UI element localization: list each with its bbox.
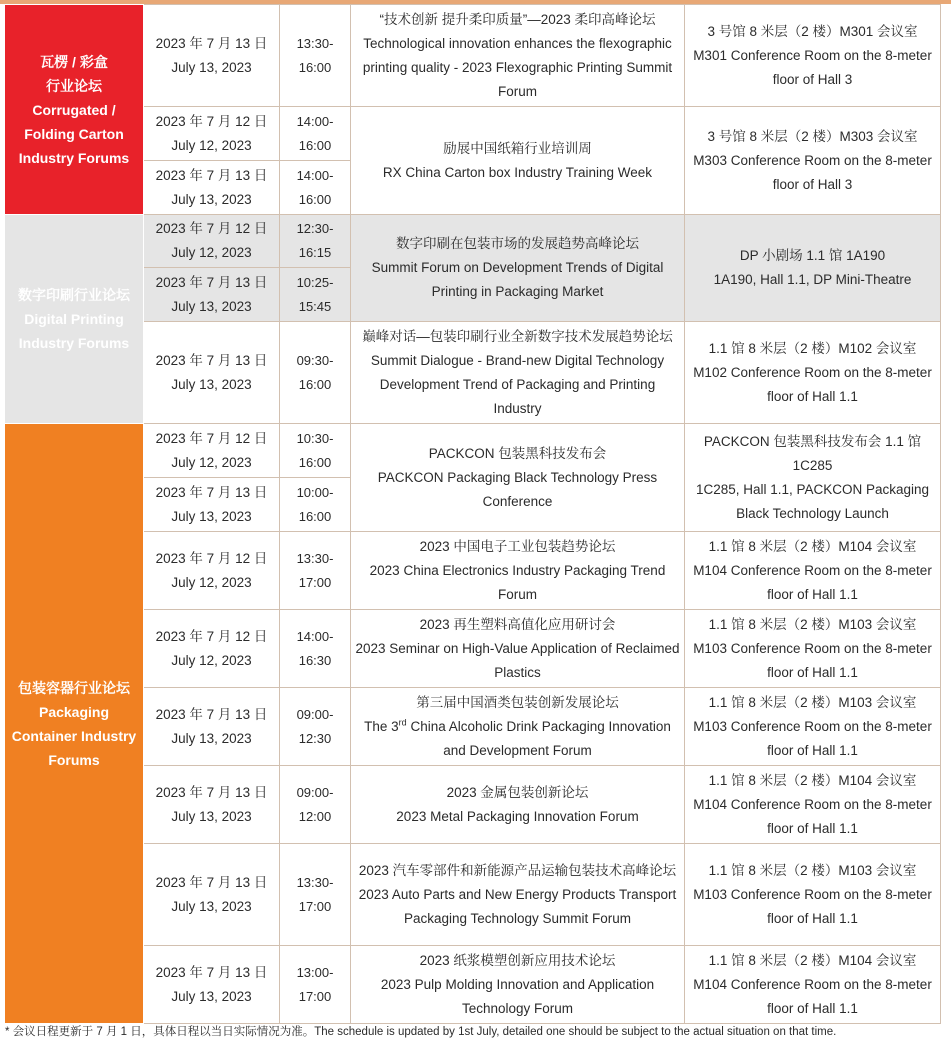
venue-zh: 3 号馆 8 米层（2 楼）M301 会议室 [707,23,918,39]
venue-en: M104 Conference Room on the 8-meter floor of Hall 1.1 [693,562,932,602]
venue-en: M103 Conference Room on the 8-meter floor of Hall 1.1 [693,886,932,926]
forum-title-cell [351,424,685,532]
date-en: July 13, 2023 [171,988,252,1004]
table-row [5,107,941,161]
forum-title-cell [351,766,685,844]
forum-title-zh: 2023 汽车零部件和新能源产品运输包装技术高峰论坛 [358,862,677,878]
date-zh: 2023 年 7 月 13 日 [155,352,268,368]
date-cell [144,322,280,424]
forum-title-en: 2023 Auto Parts and New Energy Products Transport Packaging Technology Summit Forum [358,886,677,926]
date-cell [144,610,280,688]
forum-title-en: 2023 China Electronics Industry Packaging Trend Forum [369,562,666,602]
category-title-en: Packaging Container Industry Forums [11,703,137,768]
table-row [5,215,941,268]
date-zh: 2023 年 7 月 13 日 [155,784,268,800]
date-zh: 2023 年 7 月 13 日 [155,964,268,980]
venue-zh: DP 小剧场 1.1 馆 1A190 [739,248,886,263]
date-cell [144,5,280,107]
time-cell: 09:00-12:00 [280,766,351,844]
venue-en: M103 Conference Room on the 8-meter floor of Hall 1.1 [693,640,932,680]
date-en: July 13, 2023 [171,898,252,914]
venue-cell [685,215,941,322]
category-title-en: Corrugated / Folding Carton Industry Forums [18,101,130,166]
category-title-zh: 数字印刷行业论坛 [18,287,130,303]
venue-en: M104 Conference Room on the 8-meter floor of Hall 1.1 [693,976,932,1016]
date-cell [144,107,280,161]
forum-title-en: 2023 Metal Packaging Innovation Forum [396,808,639,824]
venue-zh: 1.1 馆 8 米层（2 楼）M103 会议室 [708,694,917,710]
date-zh: 2023 年 7 月 12 日 [155,221,268,236]
venue-zh: 1.1 馆 8 米层（2 楼）M102 会议室 [708,340,917,356]
date-en: July 13, 2023 [171,808,252,824]
forum-title-en: 2023 Pulp Molding Innovation and Application Technology Forum [380,976,655,1016]
table-row [5,322,941,424]
time-cell: 10:25-15:45 [280,268,351,322]
category-digital-printing [5,215,144,424]
time-cell: 09:30-16:00 [280,322,351,424]
date-zh: 2023 年 7 月 13 日 [155,167,268,183]
forum-title-en [355,715,680,763]
forum-title-cell [351,532,685,610]
date-zh: 2023 年 7 月 12 日 [155,430,268,446]
forum-title-zh: PACKCON 包装黑科技发布会 [428,445,607,461]
venue-cell [685,946,941,1024]
forum-title-cell [351,322,685,424]
forum-title-cell [351,610,685,688]
category-title-zh: 行业论坛 [46,77,102,94]
forum-title-zh: 巅峰对话—包装印刷行业全新数字技术发展趋势论坛 [362,328,673,344]
venue-cell [685,107,941,215]
forum-title-en-part: China Alcoholic Drink Packaging Innovation and Development Forum [406,718,671,758]
venue-cell [685,766,941,844]
forum-title-en: 2023 Seminar on High-Value Application of Reclaimed Plastics [355,640,680,680]
date-en: July 12, 2023 [171,137,252,153]
table-row [5,610,941,688]
date-cell [144,946,280,1024]
venue-zh: 1.1 馆 8 米层（2 楼）M104 会议室 [708,772,917,788]
time-cell: 10:30-16:00 [280,424,351,478]
venue-zh: 1.1 馆 8 米层（2 楼）M104 会议室 [708,538,917,554]
date-zh: 2023 年 7 月 13 日 [155,874,268,890]
date-cell [144,844,280,946]
category-packaging-container [5,424,144,1024]
date-zh: 2023 年 7 月 13 日 [155,706,268,722]
forum-title-en: Technological innovation enhances the flexographic printing quality - 2023 Flexographic Printing Summit Forum [362,35,673,99]
forum-title-zh: 数字印刷在包装市场的发展趋势高峰论坛 [396,236,639,251]
forum-title-en: Summit Dialogue - Brand-new Digital Technology Development Trend of Packaging and Printing Industry [370,352,665,416]
forum-title-en: PACKCON Packaging Black Technology Press Conference [377,469,658,509]
date-en: July 12, 2023 [171,652,252,668]
date-cell [144,766,280,844]
venue-zh: 1.1 馆 8 米层（2 楼）M103 会议室 [708,616,917,632]
venue-cell [685,688,941,766]
venue-en: M303 Conference Room on the 8-meter floor of Hall 3 [693,152,932,192]
category-title-zh: 瓦楞 / 彩盒 [40,53,108,70]
time-cell: 12:30-16:15 [280,215,351,268]
forum-title-en-part: The 3 [364,718,399,734]
forum-title-zh: 2023 再生塑料高值化应用研讨会 [419,616,616,632]
date-cell [144,161,280,215]
venue-cell [685,322,941,424]
forum-title-cell [351,5,685,107]
date-zh: 2023 年 7 月 12 日 [155,628,268,644]
forum-title-zh: 第三届中国酒类包装创新发展论坛 [416,694,619,710]
table-row [5,946,941,1024]
forum-title-cell [351,844,685,946]
time-cell: 13:30-17:00 [280,532,351,610]
date-zh: 2023 年 7 月 13 日 [155,35,268,51]
venue-en: M104 Conference Room on the 8-meter floor of Hall 1.1 [693,796,932,836]
venue-cell [685,844,941,946]
date-en: July 13, 2023 [171,191,252,207]
date-zh: 2023 年 7 月 12 日 [155,113,268,129]
table-row [5,532,941,610]
date-en: July 12, 2023 [171,574,252,590]
venue-zh: 1.1 馆 8 米层（2 楼）M103 会议室 [708,862,917,878]
venue-zh: 1.1 馆 8 米层（2 楼）M104 会议室 [708,952,917,968]
date-en: July 13, 2023 [171,730,252,746]
forum-schedule-table [4,4,941,1024]
forum-title-cell [351,946,685,1024]
time-cell: 14:00-16:30 [280,610,351,688]
schedule-footnote: * 会议日程更新于 7 月 1 日，具体日程以当日实际情况为准。The schedule is updated by 1st July, detailed one should be subject to the actual situation on that time. [5,1026,837,1038]
venue-cell [685,610,941,688]
date-en: July 13, 2023 [171,298,252,314]
date-cell [144,215,280,268]
forum-title-zh: 2023 纸浆模塑创新应用技术论坛 [419,952,616,968]
venue-zh: 3 号馆 8 米层（2 楼）M303 会议室 [707,128,918,144]
time-cell: 13:00-17:00 [280,946,351,1024]
date-cell [144,478,280,532]
time-cell: 10:00-16:00 [280,478,351,532]
date-en: July 13, 2023 [171,59,252,75]
venue-zh: PACKCON 包装黑科技发布会 1.1 馆 1C285 [703,433,922,473]
date-cell [144,688,280,766]
ordinal-superscript: rd [398,717,407,727]
forum-title-zh: 2023 中国电子工业包装趋势论坛 [419,538,616,554]
date-en: July 12, 2023 [171,245,252,260]
category-title-en: Digital Printing Industry Forums [18,311,130,351]
date-en: July 13, 2023 [171,376,252,392]
category-title-zh: 包装容器行业论坛 [18,679,130,696]
date-en: July 13, 2023 [171,508,252,524]
date-zh: 2023 年 7 月 13 日 [155,274,268,290]
table-row [5,844,941,946]
table-row [5,688,941,766]
forum-title-en: Summit Forum on Development Trends of Digital Printing in Packaging Market [371,260,664,299]
table-row [5,5,941,107]
date-cell [144,424,280,478]
category-corrugated [5,5,144,215]
forum-title-zh: 2023 金属包装创新论坛 [446,784,589,800]
venue-cell [685,424,941,532]
date-cell [144,532,280,610]
venue-en: 1C285, Hall 1.1, PACKCON Packaging Black Technology Launch [695,481,930,521]
forum-title-zh: 励展中国纸箱行业培训周 [443,140,592,156]
date-zh: 2023 年 7 月 12 日 [155,550,268,566]
forum-title-zh: “技术创新 提升柔印质量”—2023 柔印高峰论坛 [379,11,656,27]
forum-title-cell [351,107,685,215]
venue-en: M301 Conference Room on the 8-meter floor of Hall 3 [693,47,932,87]
table-row [5,424,941,478]
date-zh: 2023 年 7 月 13 日 [155,484,268,500]
table-row [5,766,941,844]
venue-en: 1A190, Hall 1.1, DP Mini-Theatre [713,272,912,287]
time-cell: 14:00-16:00 [280,161,351,215]
time-cell: 13:30-17:00 [280,844,351,946]
forum-title-en: RX China Carton box Industry Training Week [382,164,653,180]
date-en: July 12, 2023 [171,454,252,470]
time-cell: 09:00-12:30 [280,688,351,766]
time-cell: 13:30-16:00 [280,5,351,107]
forum-title-cell [351,215,685,322]
forum-title-cell [351,688,685,766]
venue-cell [685,532,941,610]
venue-en: M102 Conference Room on the 8-meter floor of Hall 1.1 [693,364,932,404]
venue-en: M103 Conference Room on the 8-meter floor of Hall 1.1 [693,718,932,758]
date-cell [144,268,280,322]
venue-cell [685,5,941,107]
time-cell: 14:00-16:00 [280,107,351,161]
